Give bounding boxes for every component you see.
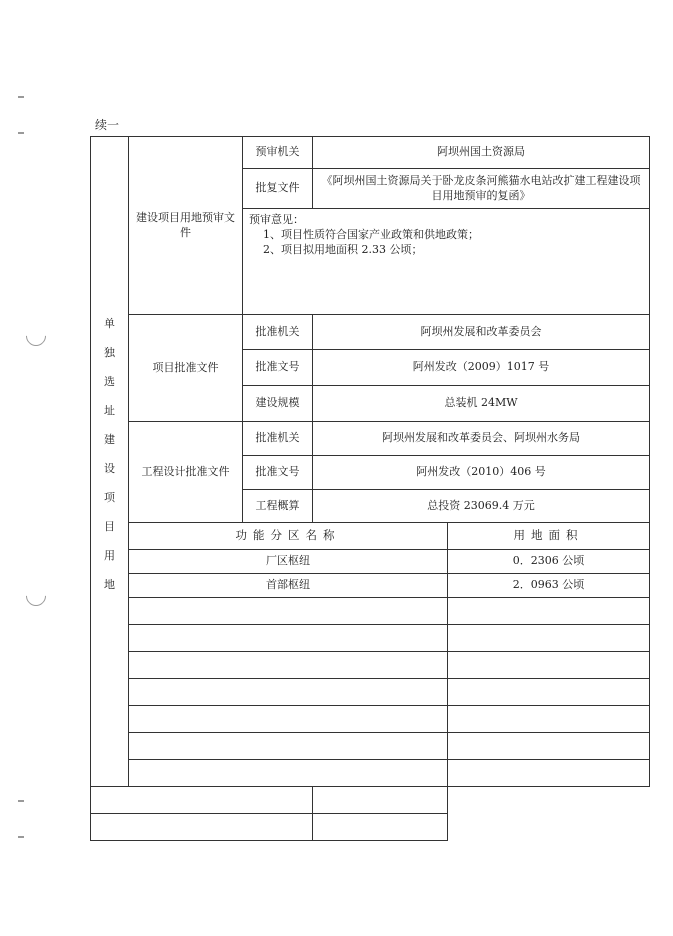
side-label: [91, 137, 129, 787]
land-use-form-table: [90, 136, 650, 841]
design-estimate-value: 总投资 23069.4 万元: [313, 490, 650, 523]
design-section-label: 工程设计批准文件: [129, 422, 243, 523]
zone-name: 首部枢纽: [129, 574, 448, 598]
preliminary-opinion-item: 2、项目拟用地面积 2.33 公顷；: [263, 242, 423, 256]
zone-area: [448, 733, 650, 760]
scan-mark: [18, 96, 24, 98]
zone-name: [91, 814, 313, 841]
approval-scale-value: 总装机 24MW: [313, 386, 650, 422]
approval-authority-value: 阿坝州发展和改革委员会: [313, 315, 650, 350]
zone-area: 0．2306 公顷: [448, 550, 650, 574]
zone-area: [448, 679, 650, 706]
approval-authority-label: 批准机关: [243, 315, 313, 350]
zone-name: [129, 679, 448, 706]
punch-hole-mark: [22, 582, 50, 610]
design-authority-value: 阿坝州发展和改革委员会、阿坝州水务局: [313, 422, 650, 456]
zone-name: [129, 652, 448, 679]
zone-name: 厂区枢纽: [129, 550, 448, 574]
scan-mark: [18, 800, 24, 802]
zone-area: [313, 787, 448, 814]
approval-number-label: 批准文号: [243, 350, 313, 386]
zone-area: [448, 760, 650, 787]
zone-area: [313, 814, 448, 841]
punch-hole-mark: [22, 322, 50, 350]
zones-header-name: 功能分区名称: [129, 523, 448, 550]
approval-scale-label: 建设规模: [243, 386, 313, 422]
zone-area: [448, 652, 650, 679]
zone-name: [129, 760, 448, 787]
zone-area: 2．0963 公顷: [448, 574, 650, 598]
zone-name: [129, 598, 448, 625]
side-label-text: 单 独 选 址 建 设 项 目 用 地: [104, 316, 115, 591]
zone-area: [448, 706, 650, 733]
zones-header-area: 用地面积: [448, 523, 650, 550]
preliminary-reply-label: 批复文件: [243, 169, 313, 209]
approval-section-label: 项目批准文件: [129, 315, 243, 422]
approval-number-value: 阿州发改（2009）1017 号: [313, 350, 650, 386]
zone-name: [129, 706, 448, 733]
continuation-label: 续一: [95, 118, 120, 132]
preliminary-opinion-item: 1、项目性质符合国家产业政策和供地政策；: [263, 227, 479, 241]
preliminary-opinion-cell: [243, 209, 650, 315]
zone-name: [91, 787, 313, 814]
scan-mark: [18, 132, 24, 134]
design-number-value: 阿州发改（2010）406 号: [313, 456, 650, 490]
scan-mark: [18, 836, 24, 838]
design-number-label: 批准文号: [243, 456, 313, 490]
design-estimate-label: 工程概算: [243, 490, 313, 523]
preliminary-opinion-title: 预审意见：: [249, 213, 304, 226]
preliminary-reply-value: 《阿坝州国土资源局关于卧龙皮条河熊猫水电站改扩建工程建设项目用地预审的复函》: [313, 169, 650, 209]
preliminary-section-label: 建设项目用地预审文件: [129, 137, 243, 315]
zone-name: [129, 625, 448, 652]
zone-area: [448, 598, 650, 625]
zone-name: [129, 733, 448, 760]
zone-area: [448, 625, 650, 652]
preliminary-authority-value: 阿坝州国土资源局: [313, 137, 650, 169]
design-authority-label: 批准机关: [243, 422, 313, 456]
preliminary-authority-label: 预审机关: [243, 137, 313, 169]
